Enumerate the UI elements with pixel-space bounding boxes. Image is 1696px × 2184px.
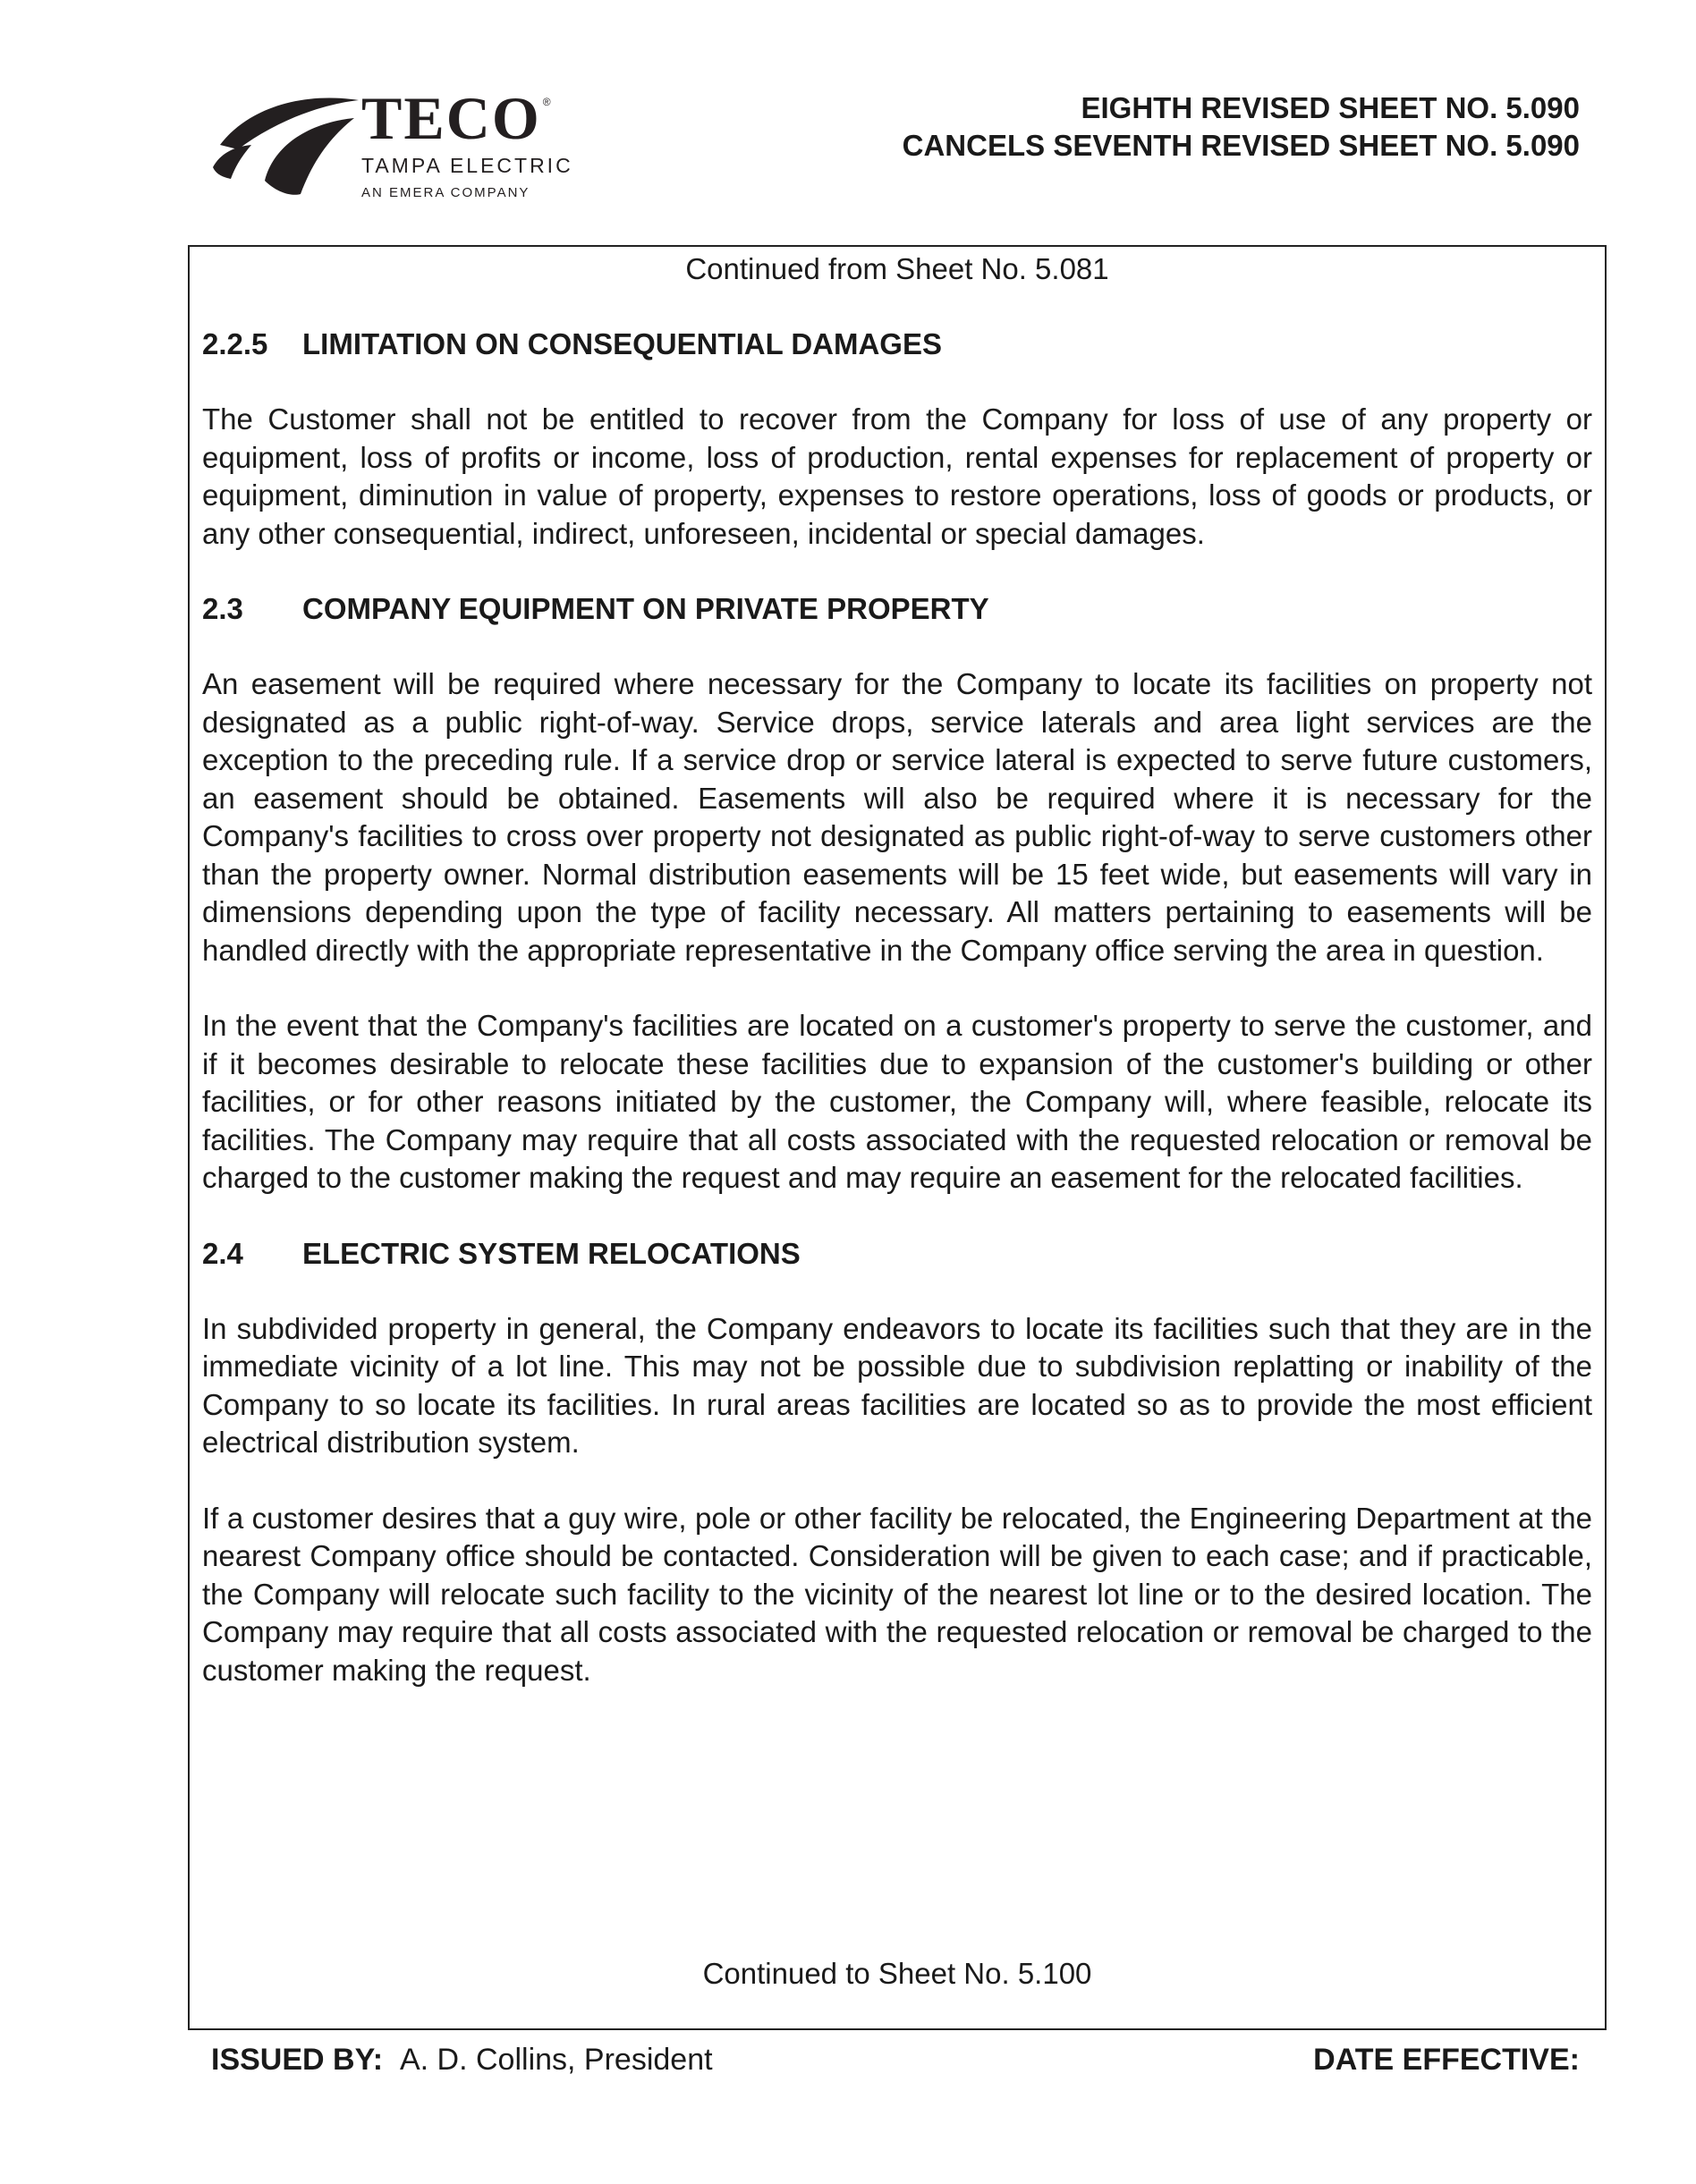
continued-from: Continued from Sheet No. 5.081	[685, 252, 1109, 285]
section-number: 2.4	[202, 1236, 243, 1270]
section-title: ELECTRIC SYSTEM RELOCATIONS	[302, 1236, 801, 1270]
section-heading-2-4	[202, 1235, 1592, 1273]
issued-by	[211, 2041, 713, 2078]
teco-swoosh-icon	[211, 82, 363, 203]
logo-text	[361, 84, 573, 200]
issued-by-label: ISSUED BY:	[211, 2043, 384, 2077]
content-frame	[188, 245, 1607, 2030]
paragraph: The Customer shall not be entitled to recover from the Company for loss of use of any property or equipment, loss of profits or income, loss of production, rental expenses for replacement of property or equipment, diminution in value of property, expenses to restore operations, loss of goods or products, or any other consequential, indirect, unforeseen, incidental or special damages.	[202, 402, 1592, 550]
sheet-revision: EIGHTH REVISED SHEET NO. 5.090	[1081, 91, 1580, 124]
paragraph: In the event that the Company's facilities are located on a customer's property to serve the customer, and if it becomes desirable to relocate these facilities due to expansion of the customer's building or other facilities, or for other reasons initiated by the customer, the Company will, where feasible, relocate its facilities. The Company may require that all costs associated with the requested relocation or removal be charged to the customer making the request and may require an easement for the relocated facilities.	[202, 1009, 1592, 1194]
section-number: 2.3	[202, 592, 243, 625]
logo-teco: TECO ®	[361, 84, 553, 152]
date-effective-label: DATE EFFECTIVE:	[1313, 2043, 1580, 2077]
logo-emera-company: AN EMERA COMPANY	[361, 185, 530, 200]
teco-logo	[211, 82, 658, 203]
section-number: 2.2.5	[202, 327, 268, 360]
section-heading-2-2-5	[202, 326, 1592, 363]
section-heading-2-3	[202, 590, 1592, 628]
logo-reg-mark: ®	[542, 96, 553, 108]
paragraph: An easement will be required where necessary for the Company to locate its facilities on property not designated as a public right-of-way. Service drops, service laterals and area light services are the exception to the preceding rule. If a service drop or service lateral is expected to serve future customers, an easement should be obtained. Easements will also be required where it is necessary for the Company's facilities to cross over property not designated as public right-of-way to serve customers other than the property owner. Normal distribution easements will be 15 feet wide, but easements will vary in dimensions depending upon the type of facility necessary. All matters pertaining to easements will be handled directly with the appropriate representative in the Company office serving the area in question.	[202, 667, 1592, 967]
logo-tampa-electric: TAMPA ELECTRIC	[361, 154, 573, 177]
issued-by-value: A. D. Collins, President	[399, 2043, 713, 2077]
paragraph: In subdivided property in general, the Company endeavors to locate its facilities such that they are in the immediate vicinity of a lot line. This may not be possible due to subdivision replatting or inability of the Company to so locate its facilities. In rural areas facilities are located so as to provide the most efficient electrical distribution system.	[202, 1311, 1592, 1459]
paragraph: If a customer desires that a guy wire, pole or other facility be relocated, the Engineering Department at the nearest Company office should be contacted. Consideration will be given to each case; and if practicable, the Company will relocate such facility to the vicinity of the nearest lot line or to the desired location. The Company may require that all costs associated with the requested relocation or removal be charged to the customer making the request.	[202, 1501, 1592, 1687]
section-title: COMPANY EQUIPMENT ON PRIVATE PROPERTY	[302, 592, 989, 625]
sheet-cancels: CANCELS SEVENTH REVISED SHEET NO. 5.090	[902, 129, 1580, 162]
section-title: LIMITATION ON CONSEQUENTIAL DAMAGES	[302, 327, 942, 360]
content-body	[202, 247, 1592, 1689]
sheet-header	[903, 89, 1580, 165]
continued-to: Continued to Sheet No. 5.100	[702, 1957, 1092, 1990]
